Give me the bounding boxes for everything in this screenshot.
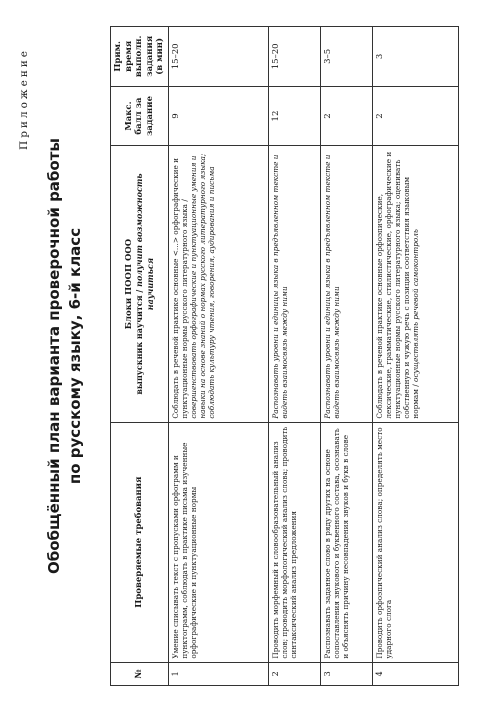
header-blocks-sub bbox=[134, 149, 155, 418]
header-num: № bbox=[111, 662, 169, 685]
header-blocks-sep: / bbox=[134, 286, 144, 296]
row-block bbox=[320, 146, 372, 422]
header-time: Прим. время выполн. задания (в мин) bbox=[111, 27, 169, 87]
row-block-italic: Распознавать уровни и единицы языка в предъявленном тексте и видеть взаимосвязь между ними bbox=[322, 154, 341, 419]
row-time: 15–20 bbox=[268, 27, 320, 87]
header-max-score: Макс. балл за задание bbox=[111, 86, 169, 146]
page-title-line1: Обобщённый план варианта проверочной работы bbox=[45, 138, 63, 574]
row-score: 12 bbox=[268, 86, 320, 146]
table-row bbox=[268, 27, 320, 686]
row-block-italic: Распознавать уровни и единицы языка в предъявленном тексте и видеть взаимосвязь между ними bbox=[270, 154, 289, 419]
row-requirement: Умение списывать текст с пропусками орфограмм и пунктограмм, соблюдать в практике письма изученные орфографические и пунктуационные нормы bbox=[168, 422, 268, 662]
row-block-normal: Соблюдать в речевой практике основные орфоэпические, лексические, грамматические, стилистические, орфографические и пунктуационные нормы русского литературного языка; оценивать собственную и чужую речь с позиции соответствия языковым нормам / bbox=[374, 151, 420, 419]
row-block bbox=[168, 146, 268, 422]
table-header-row bbox=[111, 27, 169, 686]
header-blocks-title: Блоки ПООП ООО bbox=[123, 238, 134, 330]
row-score: 2 bbox=[372, 86, 458, 146]
table-row bbox=[168, 27, 268, 686]
row-score: 9 bbox=[168, 86, 268, 146]
row-score: 2 bbox=[320, 86, 372, 146]
row-requirement: Проводить орфоэпический анализ слова; определять место ударного слога bbox=[372, 422, 458, 662]
row-requirement: Проводить морфемный и словообразовательный анализ слов; проводить морфологический анализ слова; проводить синтаксический анализ предложения bbox=[268, 422, 320, 662]
table-row bbox=[372, 27, 458, 686]
row-block bbox=[268, 146, 320, 422]
row-time: 3 bbox=[372, 27, 458, 87]
row-time: 3–5 bbox=[320, 27, 372, 87]
row-time: 15–20 bbox=[168, 27, 268, 87]
row-num: 1 bbox=[168, 662, 268, 685]
header-blocks bbox=[111, 146, 169, 422]
header-requirements: Проверяемые требования bbox=[111, 422, 169, 662]
row-num: 3 bbox=[320, 662, 372, 685]
row-block-italic: совершенствовать орфографические и пунктуационные умения и навыки на основе знаний о нормах русского литературного языка; соблюдать культуру чтения, говорения, аудирования и письма bbox=[188, 153, 216, 419]
row-requirement: Распознавать заданное слово в ряду других на основе сопоставления звукового и буквенного состава, осознавать и объяснять причину несовпадения звуков и букв в слове bbox=[320, 422, 372, 662]
header-blocks-normal: выпускник научится bbox=[134, 295, 144, 395]
row-block-italic: осуществлять речевой самоконтроль bbox=[410, 229, 420, 382]
row-num: 4 bbox=[372, 662, 458, 685]
row-block bbox=[372, 146, 458, 422]
plan-table bbox=[110, 26, 459, 686]
row-block-normal: Соблюдать в речевой практике основные <...> орфографические и пунктуационные нормы русского литературного языка / bbox=[170, 157, 189, 419]
header-blocks-italic: получит возможность научиться bbox=[134, 173, 155, 311]
table-row bbox=[320, 27, 372, 686]
row-num: 2 bbox=[268, 662, 320, 685]
appendix-label: Приложение bbox=[18, 48, 30, 150]
page-title-line2: по русскому языку, 6-й класс bbox=[66, 227, 84, 485]
